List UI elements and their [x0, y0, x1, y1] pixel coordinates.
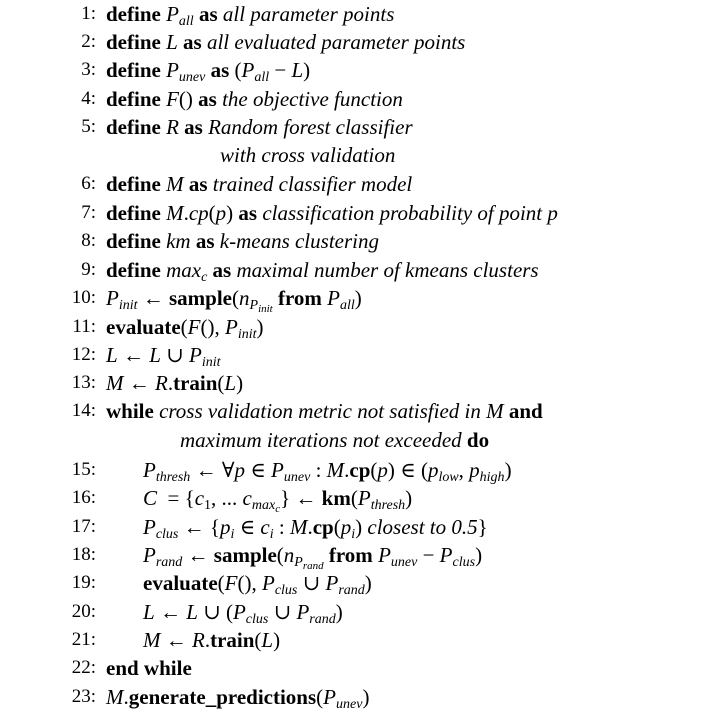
algorithm-line: [0, 569, 710, 597]
line-content: $P_{init}$ ← $sample(n_{P_{init}}$ from $P_{all}$): [106, 286, 362, 315]
line-content: end while: [106, 656, 192, 680]
line-number: 7:: [81, 202, 96, 223]
line-number: 8:: [81, 230, 96, 251]
line-number: 21:: [71, 629, 96, 650]
algorithm-line: [0, 56, 710, 84]
line-number: 13:: [71, 372, 96, 393]
line-content: with cross validation: [220, 143, 396, 167]
algorithm-line: [0, 85, 710, 113]
algorithm-line: [0, 513, 710, 541]
algorithm-line: [0, 598, 710, 626]
algorithm-line: [0, 113, 710, 141]
algorithm-line: [0, 0, 710, 28]
line-number: 3:: [81, 59, 96, 80]
algorithm-line: [0, 397, 710, 425]
algorithm-line: [0, 484, 710, 515]
line-number: 5:: [81, 116, 96, 137]
algorithm-line: [0, 227, 710, 255]
algorithm-line: [0, 170, 710, 198]
algorithm-line-continuation: [0, 426, 710, 454]
line-content: $M.generate\_predictions(P_{unev})$: [106, 685, 370, 712]
line-number: 12:: [71, 344, 96, 365]
algorithm-line: [0, 199, 710, 227]
line-number: 9:: [81, 259, 96, 280]
line-number: 15:: [71, 459, 96, 480]
line-content: L ← L ∪ $P_{init}$: [106, 343, 221, 370]
line-number: 20:: [71, 601, 96, 622]
algorithm-line: [0, 369, 710, 397]
line-number: 16:: [71, 487, 96, 508]
line-content: define $P_{unev}$ as $(P_{all} - L)$: [106, 58, 311, 85]
line-number: 19:: [71, 572, 96, 593]
line-number: 11:: [72, 316, 96, 337]
line-content: define F() as the objective function: [106, 87, 403, 111]
line-number: 1:: [81, 3, 96, 24]
line-content: evaluate(F(), $P_{clus}$ ∪ $P_{rand}$): [143, 571, 372, 598]
line-content: define M.cp(p) as classification probability of point p: [106, 201, 558, 225]
line-content: $P_{thresh}$ ← ∀p ∈ $P_{unev}$ : M.cp(p) ∈ ($p_{low}$, $p_{high}$): [143, 458, 512, 485]
line-content: while cross validation metric not satisfied in M and: [106, 399, 543, 423]
line-number: 10:: [71, 287, 96, 308]
line-content: $C = \{c_1$, ... $c_{max_c}$} ← $km(P_{thresh})$: [143, 486, 413, 515]
line-content: define R as Random forest classifier: [106, 115, 413, 139]
line-number: 6:: [81, 173, 96, 194]
line-content: M ← R.train(L): [106, 371, 244, 395]
line-content: define $\max_c$ as maximal number of kmeans clusters: [106, 258, 539, 285]
line-content: define $P_{all}$ as all parameter points: [106, 2, 395, 29]
line-content: $P_{clus}$ ← {$p_i$ ∈ $c_i$ : $M.cp(p_i)$ closest to 0.5}: [143, 515, 488, 542]
line-number: 2:: [81, 31, 96, 52]
line-content: L ← L ∪ ($P_{clus}$ ∪ $P_{rand}$): [143, 600, 343, 627]
line-content: $P_{rand}$ ← $sample(n_{P_{rand}}$ from $P_{unev} - P_{clus}$): [143, 543, 483, 572]
line-content: maximum iterations not exceeded do: [180, 428, 490, 452]
line-content: define M as trained classifier model: [106, 172, 413, 196]
algorithm-line: [0, 626, 710, 654]
line-number: 23:: [71, 686, 96, 707]
line-number: 18:: [71, 544, 96, 565]
line-content: evaluate(F(), $P_{init}$): [106, 315, 264, 342]
line-number: 17:: [71, 516, 96, 537]
algorithm-line: [0, 456, 710, 484]
algorithm-line: [0, 341, 710, 369]
algorithm-line: [0, 541, 710, 572]
algorithm-line: [0, 683, 710, 711]
line-content: define L as all evaluated parameter points: [106, 30, 466, 54]
algorithm-line: [0, 654, 710, 682]
algorithm-line: [0, 28, 710, 56]
line-content: define km as k-means clustering: [106, 229, 379, 253]
line-number: 22:: [71, 657, 96, 678]
algorithm-line: [0, 256, 710, 284]
line-content: M ← R.train(L): [143, 628, 281, 652]
line-number: 14:: [71, 400, 96, 421]
algorithm-line-continuation: [0, 141, 710, 169]
line-number: 4:: [81, 88, 96, 109]
algorithm-line: [0, 284, 710, 315]
algorithm-line: [0, 313, 710, 341]
